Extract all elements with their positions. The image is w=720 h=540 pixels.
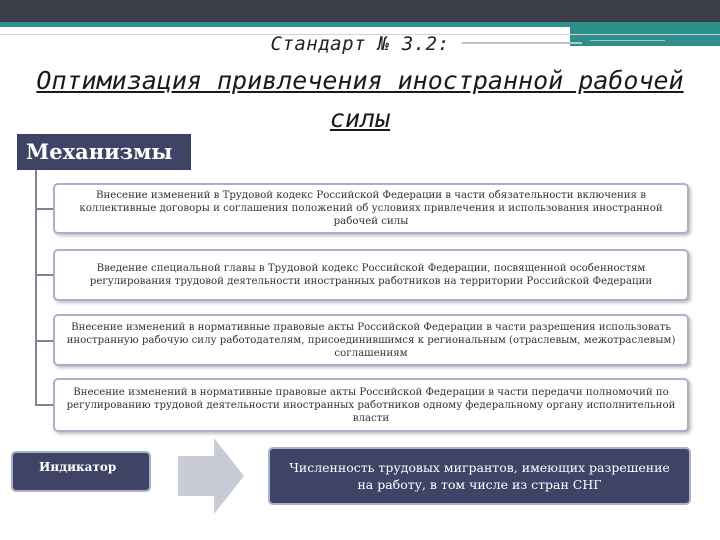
indicator-label-box: Индикатор	[11, 451, 151, 492]
standard-label: Стандарт № 3.2:	[270, 33, 450, 55]
mechanism-box: Введение специальной главы в Трудовой кодекс Российской Федерации, посвященной особенностям регулирования трудовой деятельности иностранных работников на территории Российской Федерации	[53, 249, 689, 301]
top-decor-bar	[0, 0, 720, 22]
tree-connector-branch	[35, 208, 54, 210]
tree-connector-branch	[35, 274, 54, 276]
mechanism-box: Внесение изменений в нормативные правовые акты Российской Федерации в части разрешения использовать иностранную рабочую силу работодателям, присоединившимся к региональным (отраслевым, межотраслевым) соглашениям	[53, 314, 689, 366]
right-arrow-icon	[178, 438, 244, 514]
tree-connector-branch	[35, 404, 54, 406]
slide-title: Оптимизация привлечения иностранной рабочей силы	[36, 66, 684, 133]
tree-connector-vertical	[35, 170, 37, 406]
mechanisms-header: Механизмы	[17, 134, 191, 170]
mechanism-box: Внесение изменений в нормативные правовые акты Российской Федерации в части передачи полномочий по регулированию трудовой деятельности иностранных работников одному федеральному органу исполнительной власти	[53, 378, 689, 432]
indicator-value-box: Численность трудовых мигрантов, имеющих разрешение на работу, в том числе из стран СНГ	[268, 447, 691, 505]
tree-connector-branch	[35, 340, 54, 342]
mechanism-box: Внесение изменений в Трудовой кодекс Российской Федерации в части обязательности включения в коллективные договоры и соглашения положений об условиях привлечения и использования иностранной рабочей силы	[53, 183, 689, 234]
